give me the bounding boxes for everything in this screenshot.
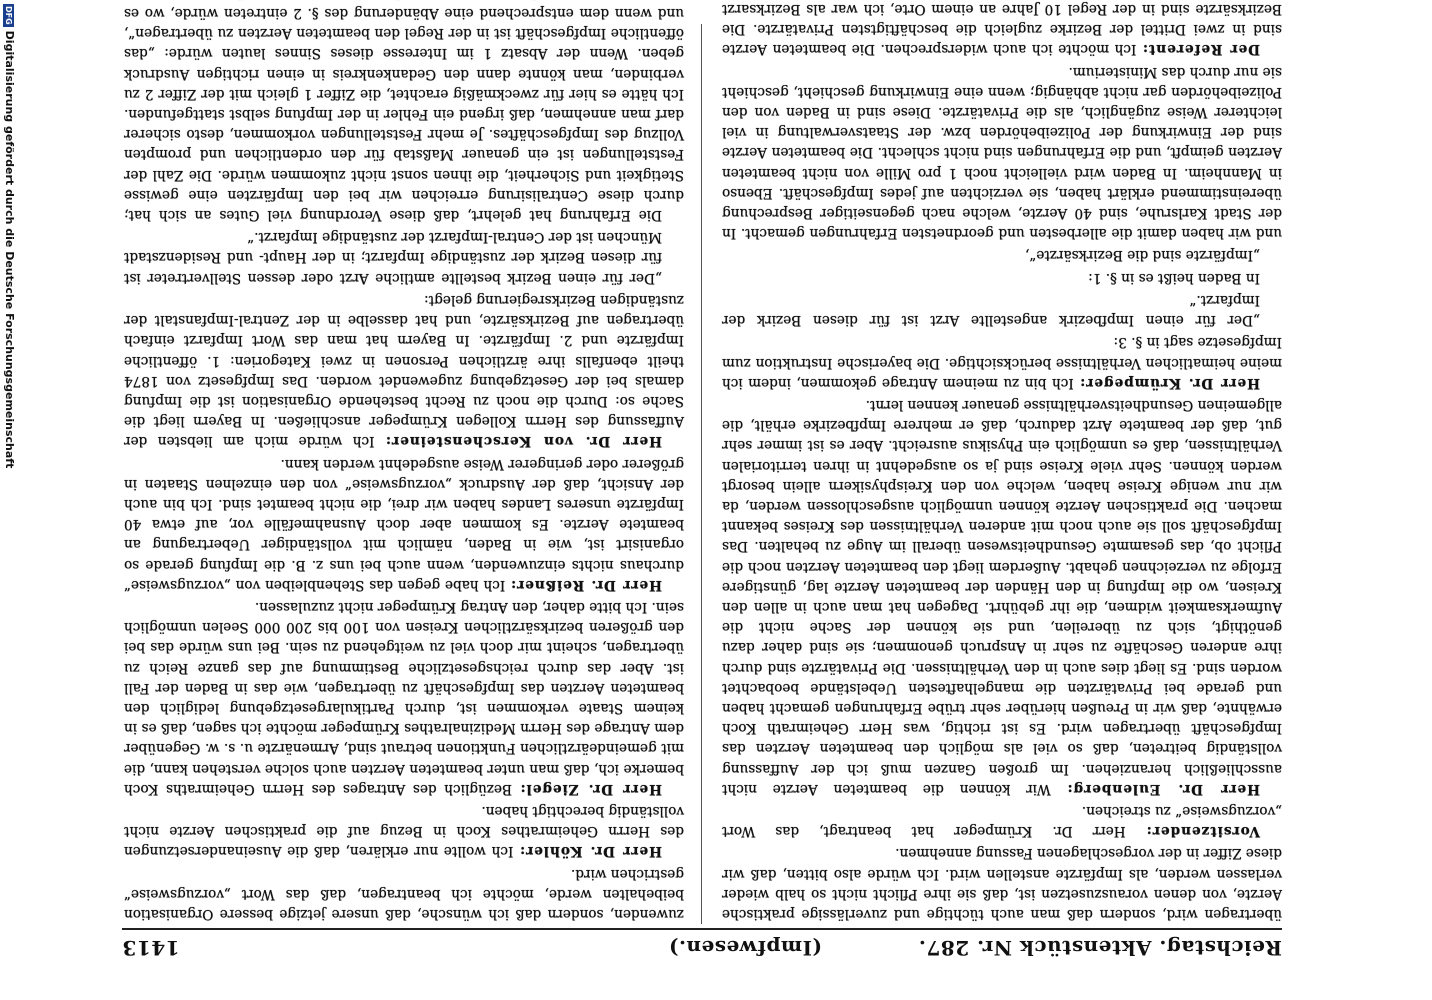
running-head-center: (Impfwesen.) — [668, 936, 822, 960]
quotation: „Impfärzte sind die Bezirksärzte“, — [1025, 247, 1260, 264]
paragraph: und wir haben damit die allerbesten und geordnetsten Erfahrungen gemacht. In der Stadt Karlsruhe, sind 40 Aerzte, welche nach gegenseitiger Besprechung übereinstimmend erklärt haben, sie verzichten auf jedes Impfgeschäft. Ebenso in Mannheim. In Baden wird vielleicht noch 1 pro Mille von nicht beamteten Aerzten geimpft, und die Erfahrungen sind nicht schlecht. Die beamteten Aerzte sind der Einwirkung der Polizeibehörden bzw. der Staatsverwaltung in viel leichterer Weise zugänglich, als die Privatärzte. Diese sind in Baden von den Polizeibehörden gar nicht abhängig; wenn eine Einwirkung geschieht, geschieht sie nur durch das Ministerium. — [722, 63, 1282, 242]
running-head-left: Reichstag. Aktenstück Nr. 287. — [918, 936, 1282, 960]
watermark-text-row — [1, 4, 17, 996]
quotation: „Der für einen Impfbezirk angestellte Arzt ist für diesen Bezirk der Impfarzt.“ — [722, 291, 1260, 329]
paragraph: In Baden heißt es in §. 1: — [1088, 269, 1260, 286]
header-rule — [122, 928, 1282, 930]
paragraph — [124, 801, 684, 862]
paragraph-text: Ich würde mich am liebsten der Auffassung des Herrn Kollegen Krümpeger anschließen. In Bayern liegt die Sache so: Durch die noch zu Recht bestehende Organisation ist die Impfung damals bei der Gesetzgebung zugewendet worden. Das Impfgesetz von 1874 theilt ebenfalls ihre ärztlichen Personen in zwei Kategorien: 1. öffentliche Impfärzte und 2. Impfärzte. In Bayern hat man das Wort Impfarzt einfach übertragen auf Bezirksärzte, und hat dasselbe in der Zentral-Impfanstalt der zuständigen Bezirksregierung gelegt: — [124, 291, 684, 450]
dfg-logo-icon: DFG — [4, 6, 14, 25]
paragraph-text: Ich wollte nur erklären, daß die Auseinandersetzungen des Herrn Geheimrathes Koch in Bezug auf die praktischen Aerzte nicht vollständig berechtigt haben. — [124, 802, 684, 860]
running-head — [122, 932, 1282, 966]
paragraph: zuwenden, sondern daß ich wünsche, daß unsere jetzige bessere Organisation beibehalten werde, möchte ich beantragen, daß das Wort „vorzugsweise“ gestrichen wird. — [124, 865, 684, 922]
speaker-name: Herr Dr. Köhler: — [519, 843, 662, 860]
speaker-name: Herr Dr. Ziegel: — [519, 780, 662, 797]
speaker-name: Herr Dr. Reißner: — [510, 576, 662, 593]
paragraph-text: Ich habe gegen das Stehenbleiben von „vorzugsweise“ durchaus nichts einzuwenden, wenn auch bei uns z. B. die Impfung gerade so organisirt ist, wie in Baden, nämlich mit vollständiger Uebertragung an beamtete Aerzte. Es kommen aber doch Ausnahmefälle vor, auf etwa 40 Impfärzte unseres Landes haben wir drei, die nicht beamtet sind. Ich bin auch der Ansicht, daß der Ausdruck „vorzugsweise“ von den einzelnen Staaten in größerer oder geringerer Weise ausgedehnt werden kann. — [124, 455, 684, 593]
digitization-watermark — [1, 0, 17, 1000]
page-number: 1413 — [122, 936, 180, 960]
paragraph-text: Wir können die beamteten Aerzte nicht ausschließlich heranziehen. Im großen Ganzen muß ich der Auffassung vollständig beitreten, daß so viel als möglich den beamteten Aerzten das Impfgeschäft übertragen wird. Es ist richtig, was Herr Geheimrath Koch erwähnte, daß wir in Preußen hierüber sehr trübe Erfahrungen gemacht haben und gerade bei Privatärzten die mangelhaftesten Uebelstände beobachtet worden sind. Es liegt dies auch in den Verhältnissen. Die Privatärzte sind durch ihre anderen Geschäfte zu sehr in Anspruch genommen; sie sind daher dazu genöthigt, sich zu übereilen, und sie können der Sache nicht die Aufmerksamkeit widmen, die ihr gebührt. Dagegen hat man auch in allen den Kreisen, wo die Impfung in den Händen der beamteten Aerzte lag, günstigere Erfolge zu verzeichnen gehabt. Außerdem liegt den beamteten Aerzten noch die Pflicht ob, das gesammte Gesundheitswesen überall im Auge zu behalten. Das Impfgeschäft soll sie auch noch mit anderen Verhältnissen des Kreises bekannt machen. Die praktischen Aerzte können unmöglich ausgeschlossen werden, da wir nur wenige Kreise haben, welche von den Kreisphysikern allein besorgt werden können. Sehr viele Kreise sind ja so ausgedehnt in ihren territorialen Verhältnissen, daß es unmöglich ein Physikus ausreicht. Aber es ist immer sehr gut, daß der beamtete Arzt dadurch, daß er mehrere Impfbezirke erhält, die allgemeinen Gesundheitsverhältnisse genauer kennen lernt. — [721, 396, 1282, 797]
paragraph-text: Bezüglich des Antrages des Herrn Geheimraths Koch bemerke ich, daß man unter beamteten Aerzten auch solche verstehen kann, die mit gemeindeärztlichen Funktionen betraut sind, Armenärzte u. s. w. Gegenüber dem Antrage des Herrn Medizinalrathes Krümpeger möchte ich sagen, daß es in keinem Staate verkommen ist, durch Partikulargesetzgebung lediglich den beamteten Aerzten das Impfgeschäft zu übertragen, wie das in Baden der Fall ist. Aber das durch reichsgesetzliche Bestimmung auf das ganze Reich zu übertragen, scheint mir doch viel zu weitgehend zu sein. Bei uns würde das bei den größeren bezirksärztlichen Kreisen von 100 bis 200 000 Seelen unmöglich sein. Ich bitte daher, den Antrag Krümpeger nicht zuzulassen. — [124, 598, 684, 797]
paragraph: Die Erfahrung hat gelehrt, daß diese Verordnung viel Gutes an sich hat; durch diese Centralisirung erreichen wir bei den Impfärzten eine gewisse Stetigkeit und Sicherheit, die ihnen sonst nicht zukommen würde. Die Zahl der Feststellungen ist ein genauer Maßstab für den ordentlichen und prompten Vollzug des Impfgeschäftes. Je mehr Feststellungen vorkommen, desto sicherer darf man annehmen, daß irgend ein Fehler in der Impfung selbst stattgefunden. Ich hätte es hier für zweckmäßig erachtet, die Ziffer 1 gleich mit der Ziffer 2 zu verbinden, man könnte dann den Gedankenkreis in einen richtigen Ausdruck geben. Wenn der Absatz 1 im Interesse dieses Sinnes lauten würde: „das öffentliche Impfgeschäft ist in der Regel den beamteten Aerzten zu übertragen“, und wenn dem entsprechend eine Abänderung des §. 2 eintreten würde, wo es — [124, 5, 684, 224]
speaker-name: Herr Dr. Krümpeger: — [1079, 374, 1260, 391]
paragraph — [124, 453, 684, 594]
text-column-right — [124, 5, 684, 924]
text-column-left — [721, 1, 1282, 924]
speaker-name: Herr Dr. Eulenberg: — [1066, 780, 1260, 797]
column-divider — [701, 24, 702, 924]
paragraph — [722, 332, 1282, 393]
paragraph-text: Herr Dr. Krümpeger hat beantragt, das Wort „vorzugsweise“ zu streichen. — [722, 802, 1282, 840]
quotation: „Der für einen Bezirk bestellte amtliche Arzt oder dessen Stellvertreter ist für diesen Bezirk der zuständige Impfarzt; in der Haupt- und Residenzstadt München ist der Central-Impfarzt der zuständige Impfarzt.“ — [124, 229, 662, 286]
paragraph — [124, 290, 684, 452]
paragraph — [722, 395, 1282, 799]
paragraph-text: Ich möchte ich auch widersprechen. Die beamteten Aerzte sind in zwei Drittel der Bezirke zugleich die beschäftigtsten Privatärzte. Die Bezirksärzte sind in der Regel 10 Jahre an einem Orte, ich war als Bezirksarzt — [722, 1, 1282, 58]
paragraph — [722, 0, 1282, 59]
speaker-name: Der Referent: — [1141, 41, 1260, 58]
paragraph: übertragen wird, sondern daß man auch tüchtige und zuverlässige praktische Aerzte, von denen vorauszusetzen ist, daß sie ihre Pflicht nicht so halb wieder verlassen werden, als Impfärzte anstellen wird. Ich würde also bitten, daß wir diese Ziffer in der vorgeschlagenen Fassung annehmen. — [722, 845, 1282, 922]
speaker-name: Herr Dr. von Kerschensteiner: — [385, 433, 662, 450]
speaker-name: Vorsitzender: — [1145, 823, 1260, 840]
paragraph — [124, 597, 684, 799]
paragraph — [722, 801, 1282, 841]
paragraph-text: Ich bin zu meinem Antrage gekommen, indem ich meine heimatlichen Verhältnisse berücksichtige. Die bayerische Instruktion zum Impfgesetze sagt in §. 3: — [722, 334, 1282, 391]
watermark-text: Digitalisierung gefördert durch die Deutsche Forschungsgemeinschaft — [3, 30, 16, 469]
